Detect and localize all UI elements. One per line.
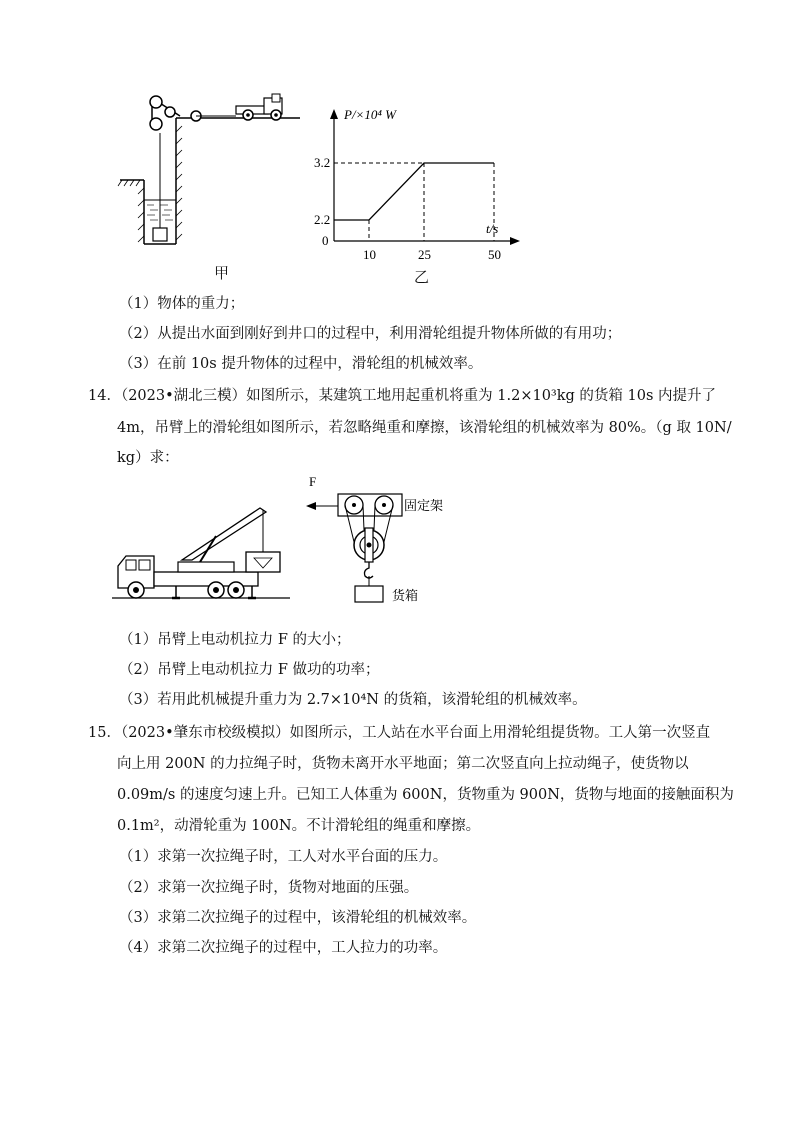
q13-sub-3: （3）在前 10s 提升物体的过程中，滑轮组的机械效率。 <box>119 356 483 372</box>
power-time-graph <box>290 95 530 270</box>
x-tick-25: 25 <box>418 247 431 262</box>
y-tick-3-2: 3.2 <box>314 155 331 170</box>
y-tick-0: 0 <box>322 233 329 248</box>
q15-sub-3: （3）求第二次拉绳子的过程中，该滑轮组的机械效率。 <box>119 910 477 926</box>
fixed-frame-label: 固定架 <box>404 498 444 513</box>
q15-stem-line-2: 向上用 200N 的力拉绳子时，货物未离开水平地面；第二次竖直向上拉动绳子，使货物以 <box>117 756 689 772</box>
q13-sub-1: （1）物体的重力； <box>119 296 245 312</box>
figure-caption-jia: 甲 <box>214 264 230 282</box>
x-tick-50: 50 <box>488 247 501 262</box>
y-axis-label: P/×10⁴ W <box>344 107 396 122</box>
cargo-box-label: 货箱 <box>392 588 419 603</box>
force-label: F <box>309 474 317 489</box>
pulley-block-figure <box>300 470 450 610</box>
q14-sub-2: （2）吊臂上电动机拉力 F 做功的功率； <box>119 662 380 678</box>
q13-sub-2: （2）从提出水面到刚好到井口的过程中，利用滑轮组提升物体所做的有用功； <box>119 326 622 342</box>
crane-truck-figure <box>112 500 292 610</box>
q14-stem-line-1: 14．（2023•湖北三模）如图所示，某建筑工地用起重机将重为 1.2×10³kg 的货箱 10s 内提升了 <box>88 388 717 404</box>
figure-caption-yi: 乙 <box>414 268 430 286</box>
q15-stem-line-1: 15．（2023•肇东市校级模拟）如图所示，工人站在水平台面上用滑轮组提货物。工人第一次竖直 <box>88 725 711 741</box>
q15-stem-line-4: 0.1m²，动滑轮重为 100N。不计滑轮组的绳重和摩擦。 <box>117 818 481 834</box>
q14-stem-line-3: kg）求： <box>117 450 179 466</box>
q15-sub-1: （1）求第一次拉绳子时，工人对水平台面的压力。 <box>119 849 448 865</box>
q15-stem-line-3: 0.09m/s 的速度匀速上升。已知工人体重为 600N，货物重为 900N，货物与地面的接触面积为 <box>117 787 734 803</box>
q14-sub-3: （3）若用此机械提升重力为 2.7×10⁴N 的货箱，该滑轮组的机械效率。 <box>119 692 587 708</box>
well-truck-figure <box>110 88 310 258</box>
x-axis-label: t/s <box>486 221 499 236</box>
x-tick-10: 10 <box>363 247 376 262</box>
y-tick-2-2: 2.2 <box>314 212 331 227</box>
q14-sub-1: （1）吊臂上电动机拉力 F 的大小； <box>119 632 351 648</box>
q15-sub-4: （4）求第二次拉绳子的过程中，工人拉力的功率。 <box>119 940 448 956</box>
q15-sub-2: （2）求第一次拉绳子时，货物对地面的压强。 <box>119 880 419 896</box>
q14-stem-line-2: 4m，吊臂上的滑轮组如图所示，若忽略绳重和摩擦，该滑轮组的机械效率为 80%。（g 取 10N/ <box>117 420 732 436</box>
